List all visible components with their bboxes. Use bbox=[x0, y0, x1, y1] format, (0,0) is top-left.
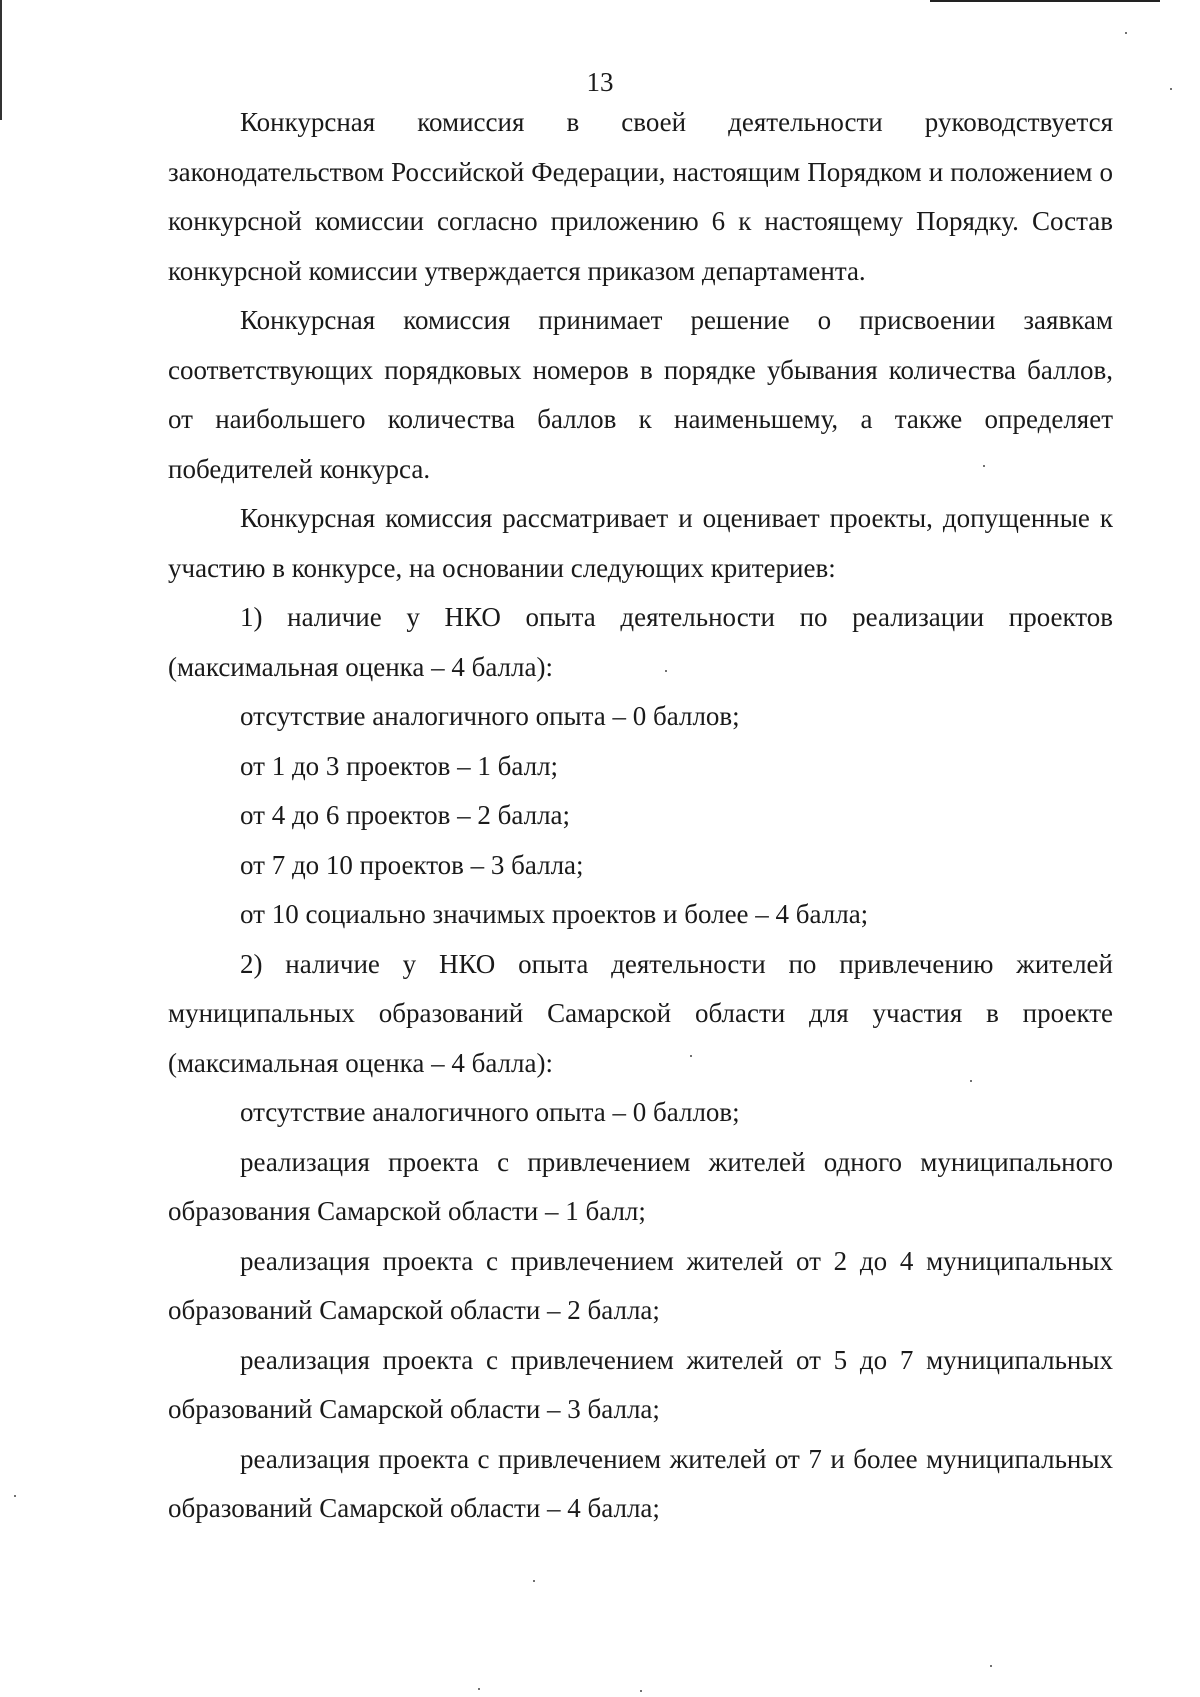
scan-speck bbox=[990, 1665, 992, 1667]
body-text bbox=[168, 98, 1113, 1534]
criterion-1-item: от 10 социально значимых проектов и более – 4 балла; bbox=[240, 899, 869, 929]
criterion-1-item: от 4 до 6 проектов – 2 балла; bbox=[240, 800, 571, 830]
criterion-1-item: от 7 до 10 проектов – 3 балла; bbox=[240, 849, 584, 880]
scan-edge-line bbox=[930, 0, 1160, 2]
criterion-2-item: реализация проекта с привлечением жителей от 2 до 4 муниципальных образований Самарской области – 2 балла; bbox=[168, 1245, 1113, 1325]
scan-speck bbox=[533, 1580, 535, 1582]
criterion-1: 1) наличие у НКО опыта деятельности по реализации проектов (максимальная оценка – 4 балла): bbox=[168, 602, 1113, 682]
criterion-2-item: реализация проекта с привлечением жителей от 5 до 7 муниципальных образований Самарской области – 3 балла; bbox=[168, 1344, 1113, 1424]
paragraph-evaluation-criteria: Конкурсная комиссия рассматривает и оценивает проекты, допущенные к участию в конкурсе, на основании следующих критериев: bbox=[168, 503, 1113, 583]
criterion-2-item: отсутствие аналогичного опыта – 0 баллов; bbox=[240, 1097, 740, 1127]
criterion-2: 2) наличие у НКО опыта деятельности по привлечению жителей муниципальных образований Самарской области для участия в проекте (максимальная оценка – 4 балла): bbox=[168, 948, 1113, 1078]
criterion-1-item: от 1 до 3 проектов – 1 балл; bbox=[240, 750, 559, 781]
criterion-1-item: отсутствие аналогичного опыта – 0 баллов; bbox=[240, 701, 740, 731]
paragraph-commission-guidance: Конкурсная комиссия в своей деятельности руководствуется законодательством Российской Федерации, настоящим Порядком и положением о конкурсной комиссии согласно приложению 6 к настоящему Порядку. Состав конкурсной комиссии утверждается приказом департамента. bbox=[168, 107, 1113, 286]
scan-speck bbox=[14, 1495, 16, 1497]
page-number: 13 bbox=[586, 67, 614, 97]
scan-edge-line bbox=[0, 0, 2, 120]
scan-speck bbox=[1125, 32, 1127, 34]
scan-speck bbox=[1170, 88, 1172, 90]
scan-speck bbox=[478, 1688, 480, 1690]
criterion-2-item: реализация проекта с привлечением жителей от 7 и более муниципальных образований Самарской области – 4 балла; bbox=[168, 1443, 1113, 1523]
paragraph-commission-decision: Конкурсная комиссия принимает решение о присвоении заявкам соответствующих порядковых номеров в порядке убывания количества баллов, от наибольшего количества баллов к наименьшему, а также определяет победителей конкурса. bbox=[168, 305, 1113, 484]
criterion-2-item: реализация проекта с привлечением жителей одного муниципального образования Самарской области – 1 балл; bbox=[168, 1146, 1113, 1226]
scan-speck bbox=[640, 1690, 642, 1692]
